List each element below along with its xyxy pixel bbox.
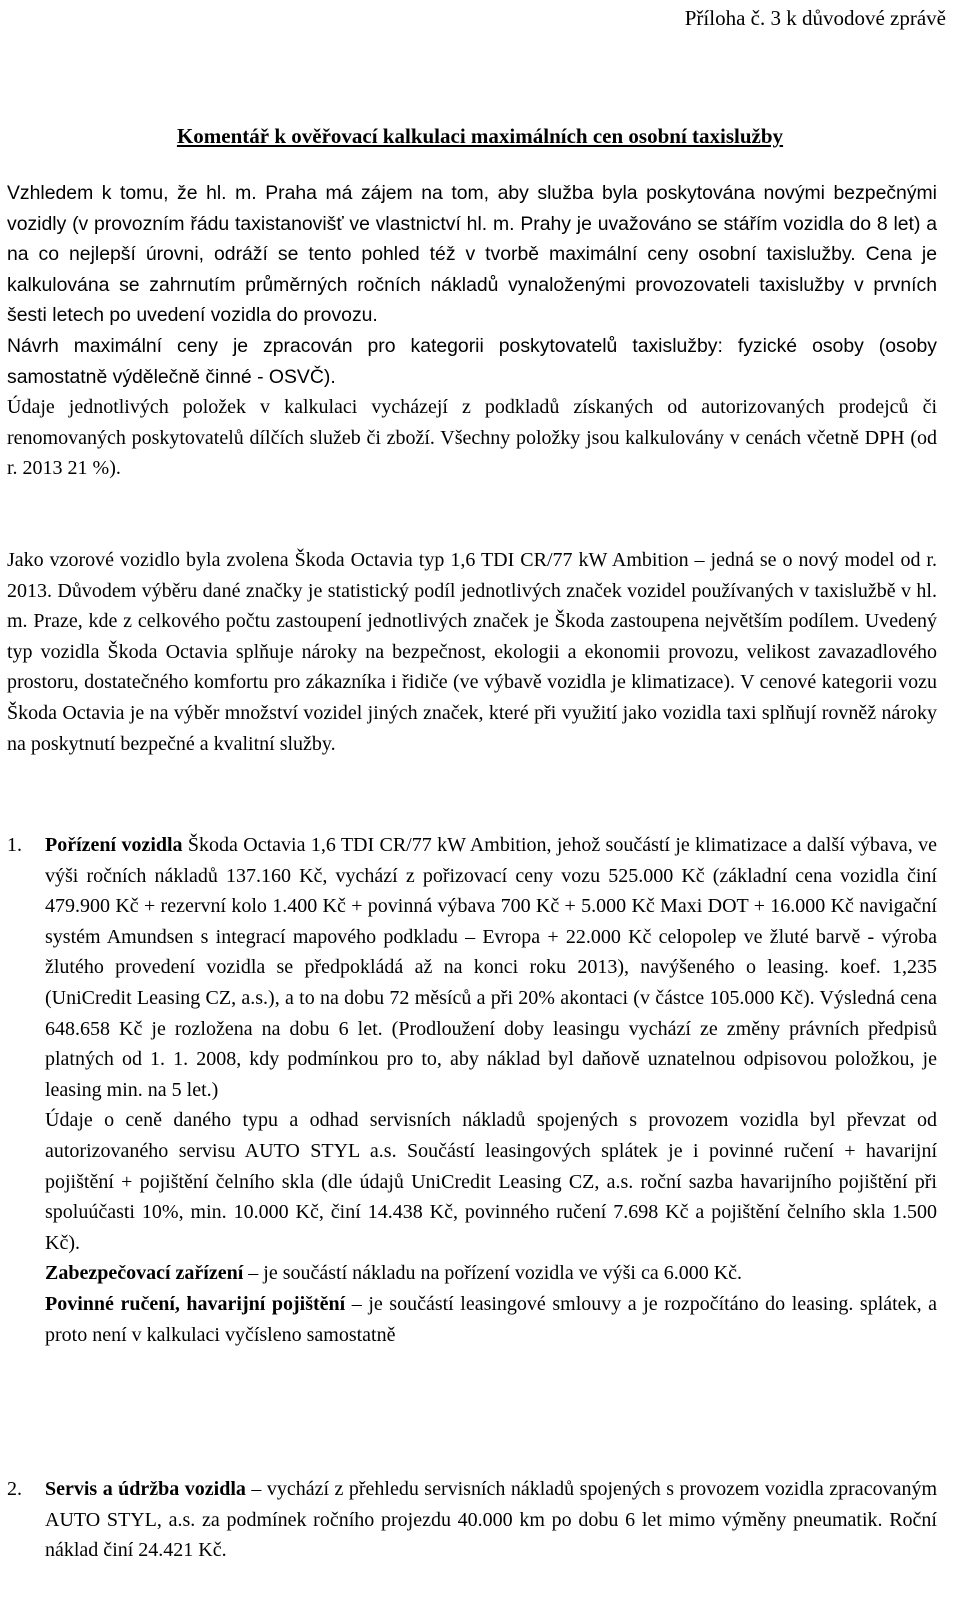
document-title: Komentář k ověřovací kalkulaci maximálních cen osobní taxislužby: [176, 124, 784, 148]
item-number: 1.: [7, 834, 22, 856]
intro-text: Vzhledem k tomu, že hl. m. Praha má zájem na tom, aby služba byla poskytována novými bezpečnými vozidly (v provozním řádu taxistanovišť ve vlastnictví hl. m. Prahy je uvažováno se stářím vozidla do 8 let) a na co nejlepší úrovni, odráží se tento pohled též v tvorbě maximální ceny osobní taxislužby. Cena je kalkulována se zahrnutím průměrných ročních nákladů vynaloženými provozovateli taxislužby v prvních šesti letech po uvedení vozidla do provozu.: [7, 182, 937, 327]
list-item: [7, 1474, 937, 1566]
item-number: 2.: [7, 1478, 22, 1500]
item-sub-heading: Povinné ručení, havarijní pojištění: [45, 1292, 346, 1315]
item-body: [45, 830, 937, 1350]
item-text: – vychází z přehledu servisních nákladů spojených s provozem vozidla zpracovaným AUTO STYL, a.s. za podmínek ročního projezdu 40.000 km po dobu 6 let mimo výměny pneumatik. Roční náklad činí 24.421 Kč.: [45, 1478, 937, 1562]
item-body: [45, 1474, 937, 1566]
item-sub-heading: Zabezpečovací zařízení: [45, 1262, 244, 1285]
item-heading: Servis a údržba vozidla: [45, 1478, 246, 1500]
item-sub-paragraph: [45, 1258, 937, 1289]
item-heading: Pořízení vozidla: [45, 834, 183, 856]
list-item: [7, 830, 937, 1350]
item-sub-text: – je součástí nákladu na pořízení vozidla ve výši ca 6.000 Kč.: [243, 1262, 743, 1285]
item-sub-text: – je součástí leasingové smlouvy a je rozpočítáno do leasing. splátek, a proto není v kalkulaci vyčísleno samostatně: [45, 1292, 937, 1346]
intro-paragraph: [7, 178, 937, 484]
item-sub-paragraph: Údaje o ceně daného typu a odhad servisních nákladů spojených s provozem vozidla byl převzat od autorizovaného servisu AUTO STYL a.s. Součástí leasingových splátek je i povinné ručení + havarijní pojištění + pojištění čelního skla (dle údajů UniCredit Leasing CZ, a.s. roční sazba havarijního pojištění při spoluúčasti 10%, min. 10.000 Kč, činí 14.438 Kč, povinného ručení 7.698 Kč a pojištění čelního skla 1.500 Kč).: [45, 1109, 937, 1254]
page-header: Příloha č. 3 k důvodové zprávě: [684, 6, 946, 30]
item-text: Škoda Octavia 1,6 TDI CR/77 kW Ambition, jehož součástí je klimatizace a další výbava, ve výši ročních nákladů 137.160 Kč, vychází z pořizovací ceny vozu 525.000 Kč (základní cena vozidla činí 479.900 Kč + rezervní kolo 1.400 Kč + povinná výbava 700 Kč + 5.000 Kč Maxi DOT + 16.000 Kč navigační systém Amundsen s integrací mapového podkladu – Evropa + 22.000 Kč celopolep ve žluté barvě - výroba žlutého provedení vozidla se předpokládá až na konci roku 2013), navýšeného o leasing. koef. 1,235 (UniCredit Leasing CZ, a.s.), a to na dobu 72 měsíců a při 20% akontaci (v částce 105.000 Kč). Výsledná cena 648.658 Kč je rozložena na dobu 6 let. (Prodloužení doby leasingu vychází ze změny právních předpisů platných od 1. 1. 2008, kdy podmínkou pro to, aby náklad byl daňově uznatelnou odpisovou položkou, je leasing min. na 5 let.): [45, 834, 938, 1101]
item-main-text: [45, 1474, 937, 1566]
model-paragraph: Jako vzorové vozidlo byla zvolena Škoda Octavia typ 1,6 TDI CR/77 kW Ambition – jedná se o nový model od r. 2013. Důvodem výběru dané značky je statistický podíl jednotlivých značek vozidel používaných v taxislužbě v hl. m. Praze, kde z celkového počtu zastoupení jednotlivých značek je Škoda zastoupena největším podílem. Uvedený typ vozidla Škoda Octavia splňuje nároky na bezpečnost, ekologii a ekonomii provozu, velikost zavazadlového prostoru, dostatečného komfortu pro zákazníka i řidiče (ve výbavě vozidla je klimatizace). V cenové kategorii vozu Škoda Octavia je na výběr množství vozidel jiných značek, které při využití jako vozidla taxi splňují rovněž nároky na poskytnutí bezpečné a kvalitní služby.: [7, 549, 937, 755]
intro-text-2: Návrh maximální ceny je zpracován pro kategorii poskytovatelů taxislužby: fyzické osoby (osoby samostatně výdělečně činné - OSVČ).: [7, 334, 937, 388]
item-main-text: [45, 830, 937, 1105]
item-sub-paragraph: [45, 1289, 937, 1350]
intro-serif-text: Údaje jednotlivých položek v kalkulaci vycházejí z podkladů získaných od autorizovaných prodejců či renomovaných poskytovatelů dílčích služeb či zboží. Všechny položky jsou kalkulovány v cenách včetně DPH (od r. 2013 21 %).: [7, 396, 937, 480]
